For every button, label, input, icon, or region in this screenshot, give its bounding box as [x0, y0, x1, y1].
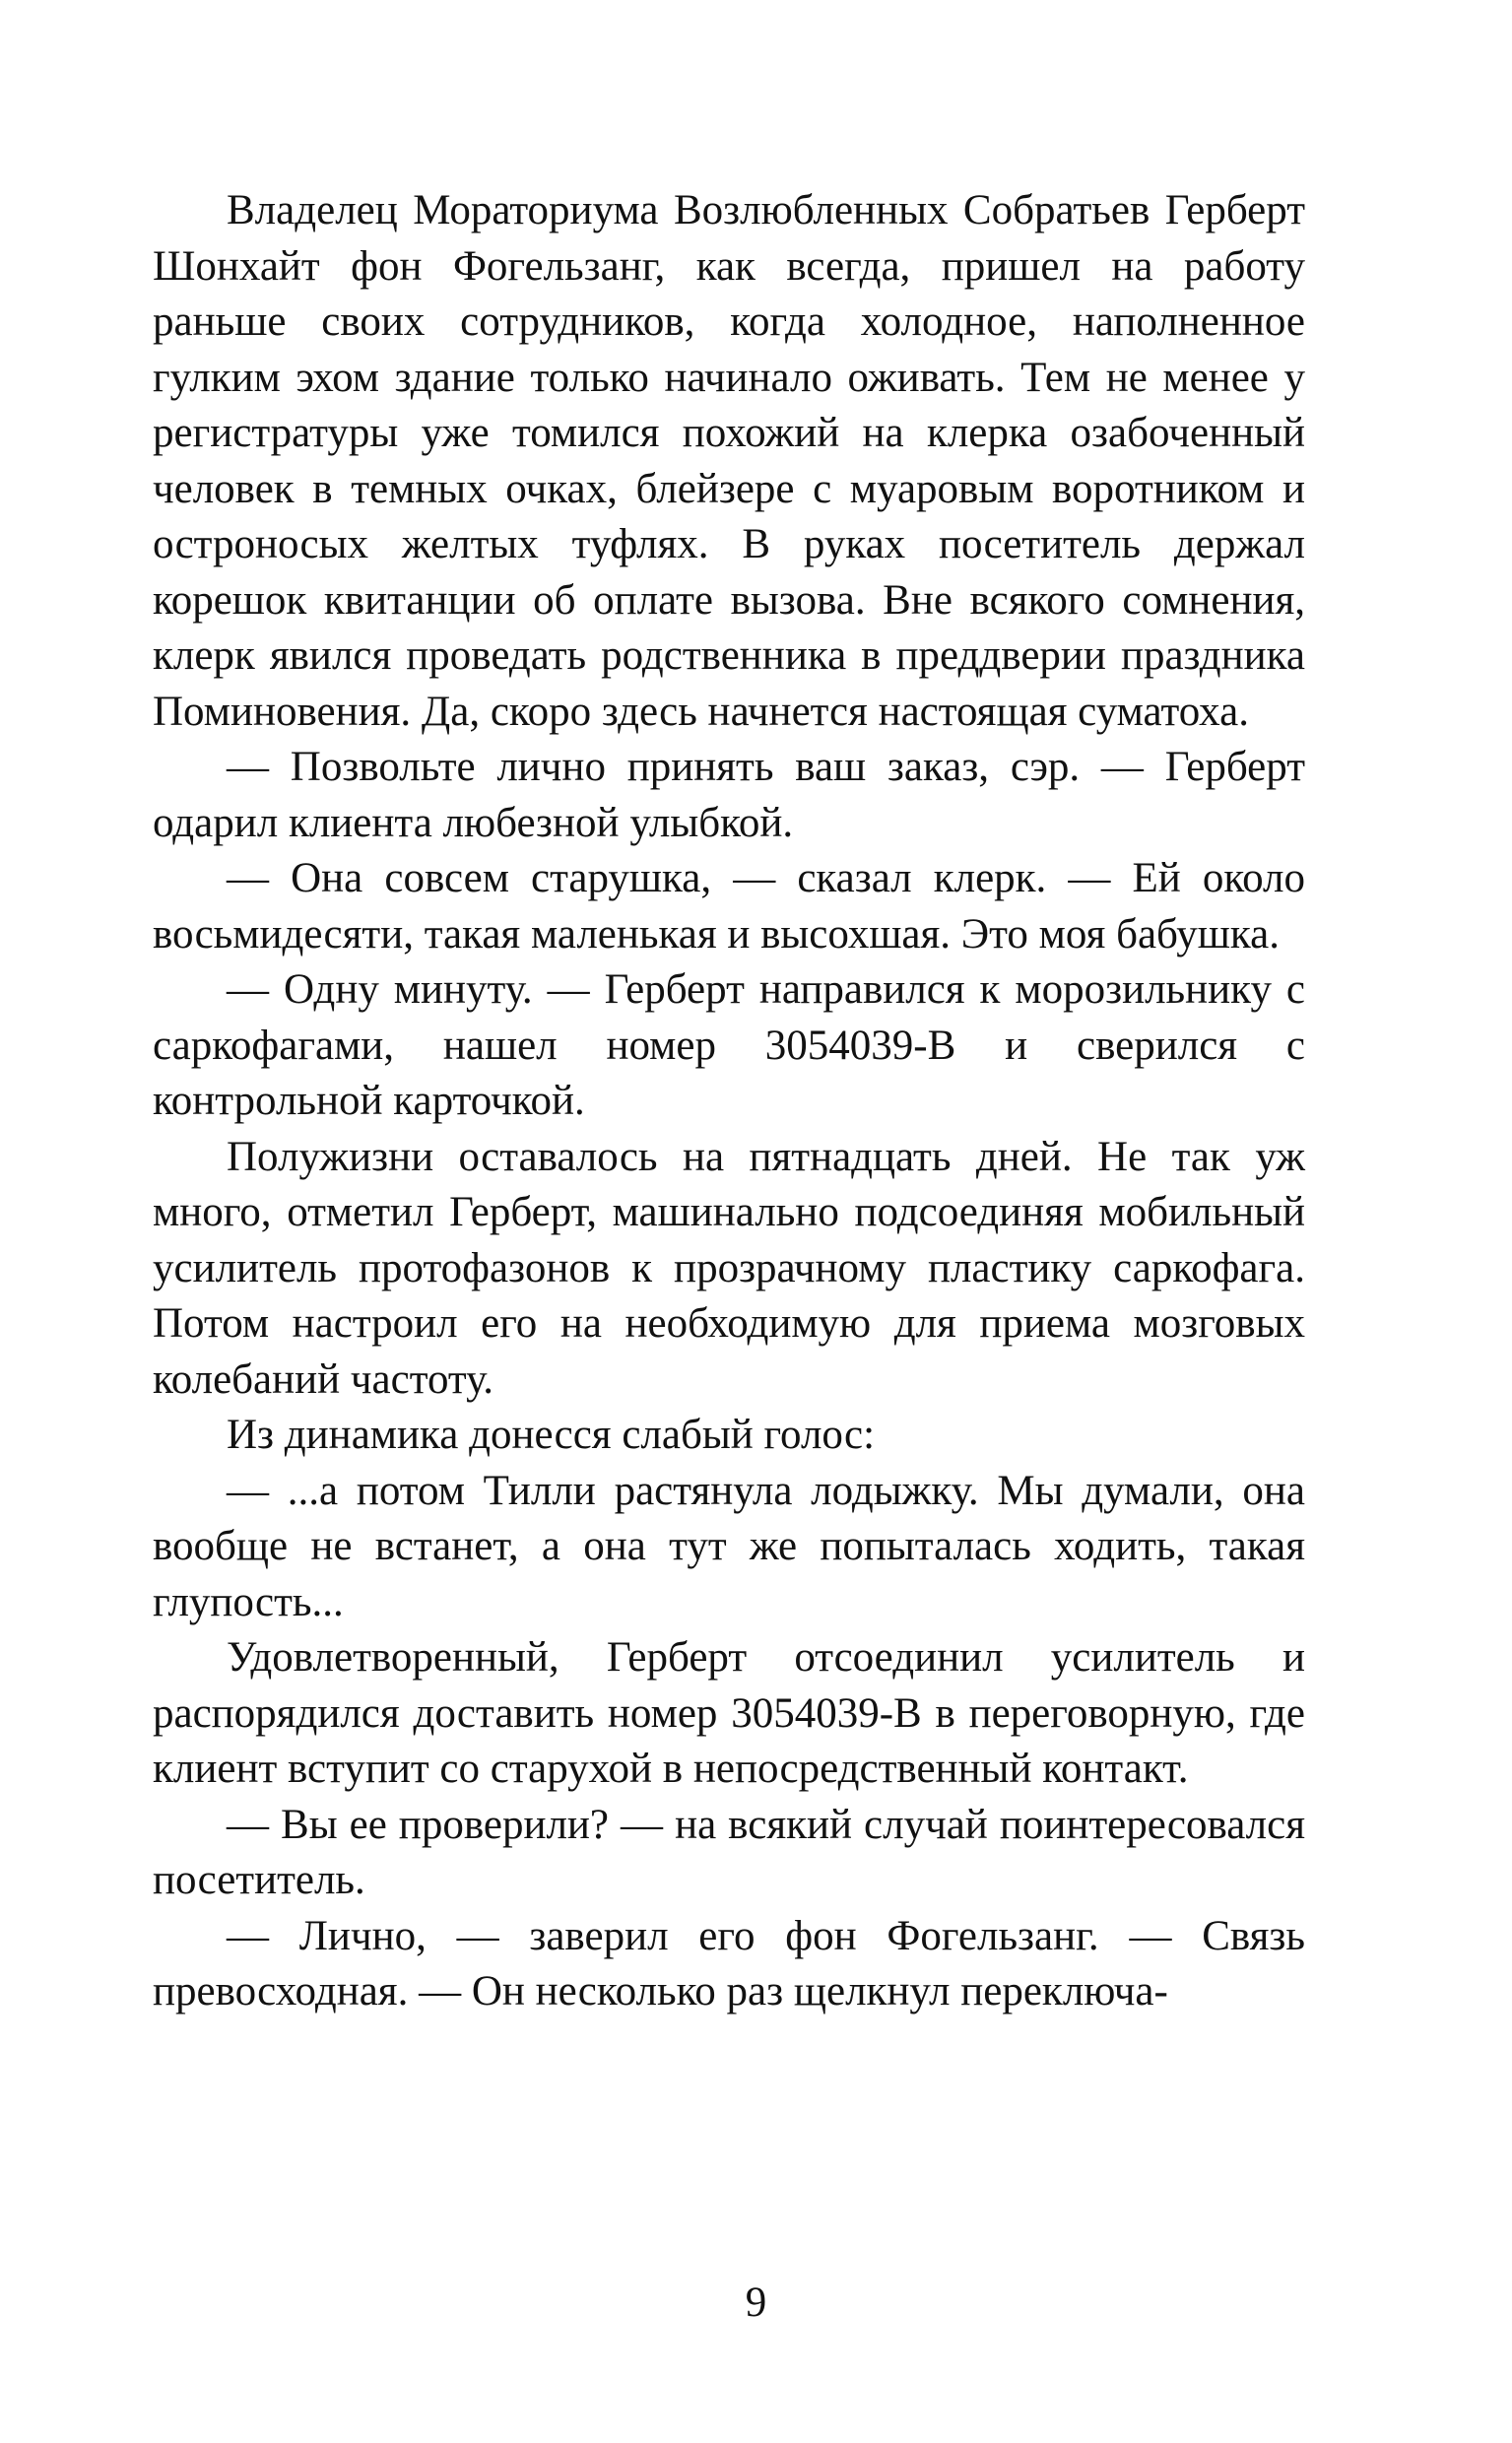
- paragraph-4: — Одну минуту. — Герберт направился к морозильнику с саркофагами, нашел номер 3054039-B и сверился с контрольной карточкой.: [153, 966, 1305, 1124]
- paragraph-1: Владелец Мораториума Возлюбленных Собратьев Герберт Шонхайт фон Фогельзанг, как всегда, пришел на работу раньше своих сотрудников, когда холодное, наполненное гулким эхом здание только начинало оживать. Тем не менее у регистратуры уже томился похожий на клерка озабоченный человек в темных очках, блейзере с муаровым воротником и остроносых желтых туфлях. В руках посетитель держал корешок квитанции об оплате вызова. Вне всякого сомнения, клерк явился проведать родственника в преддверии праздника Поминовения. Да, скоро здесь начнется настоящая суматоха.: [153, 187, 1305, 735]
- paragraph-7: — ...а потом Тилли растянула лодыжку. Мы думали, она вообще не встанет, а она тут же попыталась ходить, такая глупость...: [153, 1467, 1305, 1625]
- page-number: 9: [745, 2279, 767, 2326]
- paragraph-6: Из динамика донесся слабый голос:: [227, 1412, 876, 1458]
- paragraph-9: — Вы ее проверили? — на всякий случай поинтересовался посетитель.: [153, 1801, 1305, 1903]
- body-text: [153, 183, 1305, 2020]
- paragraph-5: Полужизни оставалось на пятнадцать дней. Не так уж много, отметил Герберт, машинально подсоединяя мобильный усилитель протофазонов к прозрачному пластику саркофага. Потом настроил его на необходимую для приема мозговых колебаний частоту.: [153, 1133, 1305, 1403]
- paragraph-8: Удовлетворенный, Герберт отсоединил усилитель и распорядился доставить номер 3054039-B в переговорную, где клиент вступит со старухой в непосредственный контакт.: [153, 1634, 1305, 1792]
- paragraph-3: — Она совсем старушка, — сказал клерк. — Ей около восьмидесяти, такая маленькая и высохшая. Это моя бабушка.: [153, 855, 1305, 957]
- paragraph-10: — Лично, — заверил его фон Фогельзанг. — Связь превосходная. — Он несколько раз щелкнул переключа-: [153, 1912, 1305, 2014]
- paragraph-2: — Позвольте лично принять ваш заказ, сэр. — Герберт одарил клиента любезной улыбкой.: [153, 744, 1305, 846]
